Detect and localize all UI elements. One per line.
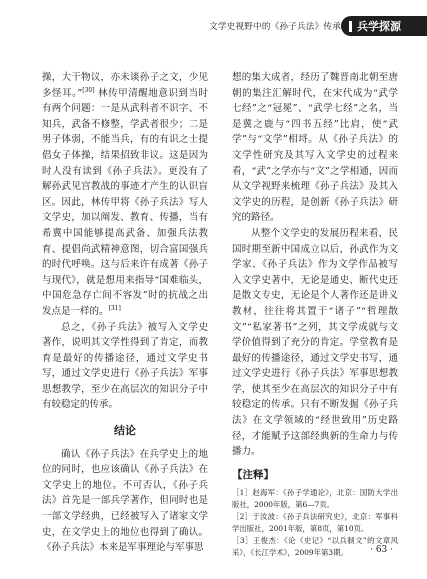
page-number: · 63 ·: [370, 545, 393, 555]
running-header-title: 文学史视野中的《孙子兵法》传承: [209, 22, 341, 32]
section-tag-label: 兵学探源: [357, 20, 401, 33]
section-tag-bar-icon: [349, 21, 352, 32]
reference-item: ［1］赵海军：《孙子学通论》，北京：国防大学出版社，2000年版，第6—7页。: [232, 488, 398, 510]
right-column: [232, 70, 398, 559]
paragraph: [42, 70, 208, 320]
citation-ref: [30]: [82, 86, 95, 94]
section-tag: [341, 16, 427, 36]
bracket-right-icon: 】: [263, 468, 274, 481]
left-column: [42, 70, 208, 556]
paragraph-text: 林传甲清醒地意识到当时有两个问题：一是从武科者不识字、不知兵，武备不修整，学武者很少；二是男子体弱，不能当兵，有的有识之士提倡女子体操，结果招致非议。这是因为时人没有读到《孙子兵法》。更没有了解孙武见宫教战的事迹才产生的认识盲区。因此，林传甲将《孙子兵法》写人文学史，加以阐发、教育、传播，当有希冀中国能够提高武备、加强兵法教育、提倡尚武精神意图，切合富国强兵的时代呼唤。这与后来许有成著《孙子与现代》，就是想用来指导“国难临头，中国危急存亡间不容发”时的抗战之出发点是一样的。: [42, 87, 208, 317]
section-heading: 结论: [114, 424, 136, 438]
paragraph: 从整个文学史的发展历程来看，民国时期至新中国成立以后，孙武作为文学家、《孙子兵法》作为文学作品被写入文学史著中，无论是通史、断代史还是散文专史，无论是个人著作还是讲义教材，往往将其置于“诸子”“哲理散文”“私家著书”之列，其文学成就与文学价值得到了充分的肯定。学堂教育是最好的传播途径，通过文学史书写，通过文学史进行《孙子兵法》军事思想教学，使其至少在高层次的知识分子中有较稳定的传承。只有不断发掘《孙子兵法》在文学领域的“经世致用”历史路径，才能赋予这部经典新的生命力与传播力。: [232, 227, 398, 458]
paragraph: 想的集大成者，经历了魏晋南北朝至唐朝的集注汇解时代，在宋代成为“武学七经”之“冠冕”、“武学七经”之名，当是冀之鹿与“四书五经”比肩，使“武学”与“文学”相埒。从《孙子兵法》的文学性研究及其写入文学史的过程来看，“武”之学亦与“文”之学相通，因而从文学视野来梳理《孙子兵法》及其入文学史的历程，是创新《孙子兵法》研究的路径。: [232, 72, 398, 224]
paragraph: 确认《孙子兵法》在兵学史上的地位的同时，也应该确认《孙子兵法》在文学史上的地位。不可否认，《孙子兵法》首先是一部兵学著作，但同时也是一部文学经典，已经被写入了诸家文学史，在文学史上的地位也得到了确认。《孙子兵法》本来是军事理论与军事思: [42, 448, 208, 554]
paragraph-text: 操，大干物议，亦未谈孙子之文，少见多怪耳。”: [42, 72, 208, 99]
reference-item: ［3］王俊杰：《论《史记》“以兵制文”的文章风采》，《长江学术》，2009年第3期。: [232, 536, 398, 558]
bracket-left-icon: 【: [232, 468, 243, 481]
references-heading-text: 注释: [242, 468, 264, 481]
running-header: [0, 16, 427, 38]
references-heading: [232, 468, 398, 484]
reference-item: ［2］于汝波：《孙子兵法研究史》，北京：军事科学出版社，2001年版，第8页，第10页。: [232, 512, 398, 534]
paragraph: 总之，《孙子兵法》被写入文学史著作，说明其文学性得到了肯定，而教育是最好的传播途径，通过文学史书写，通过文学史进行《孙子兵法》军事思想教学，至少在高层次的知识分子中有较稳定的传承。: [42, 321, 208, 411]
citation-ref: [31]: [108, 304, 121, 312]
